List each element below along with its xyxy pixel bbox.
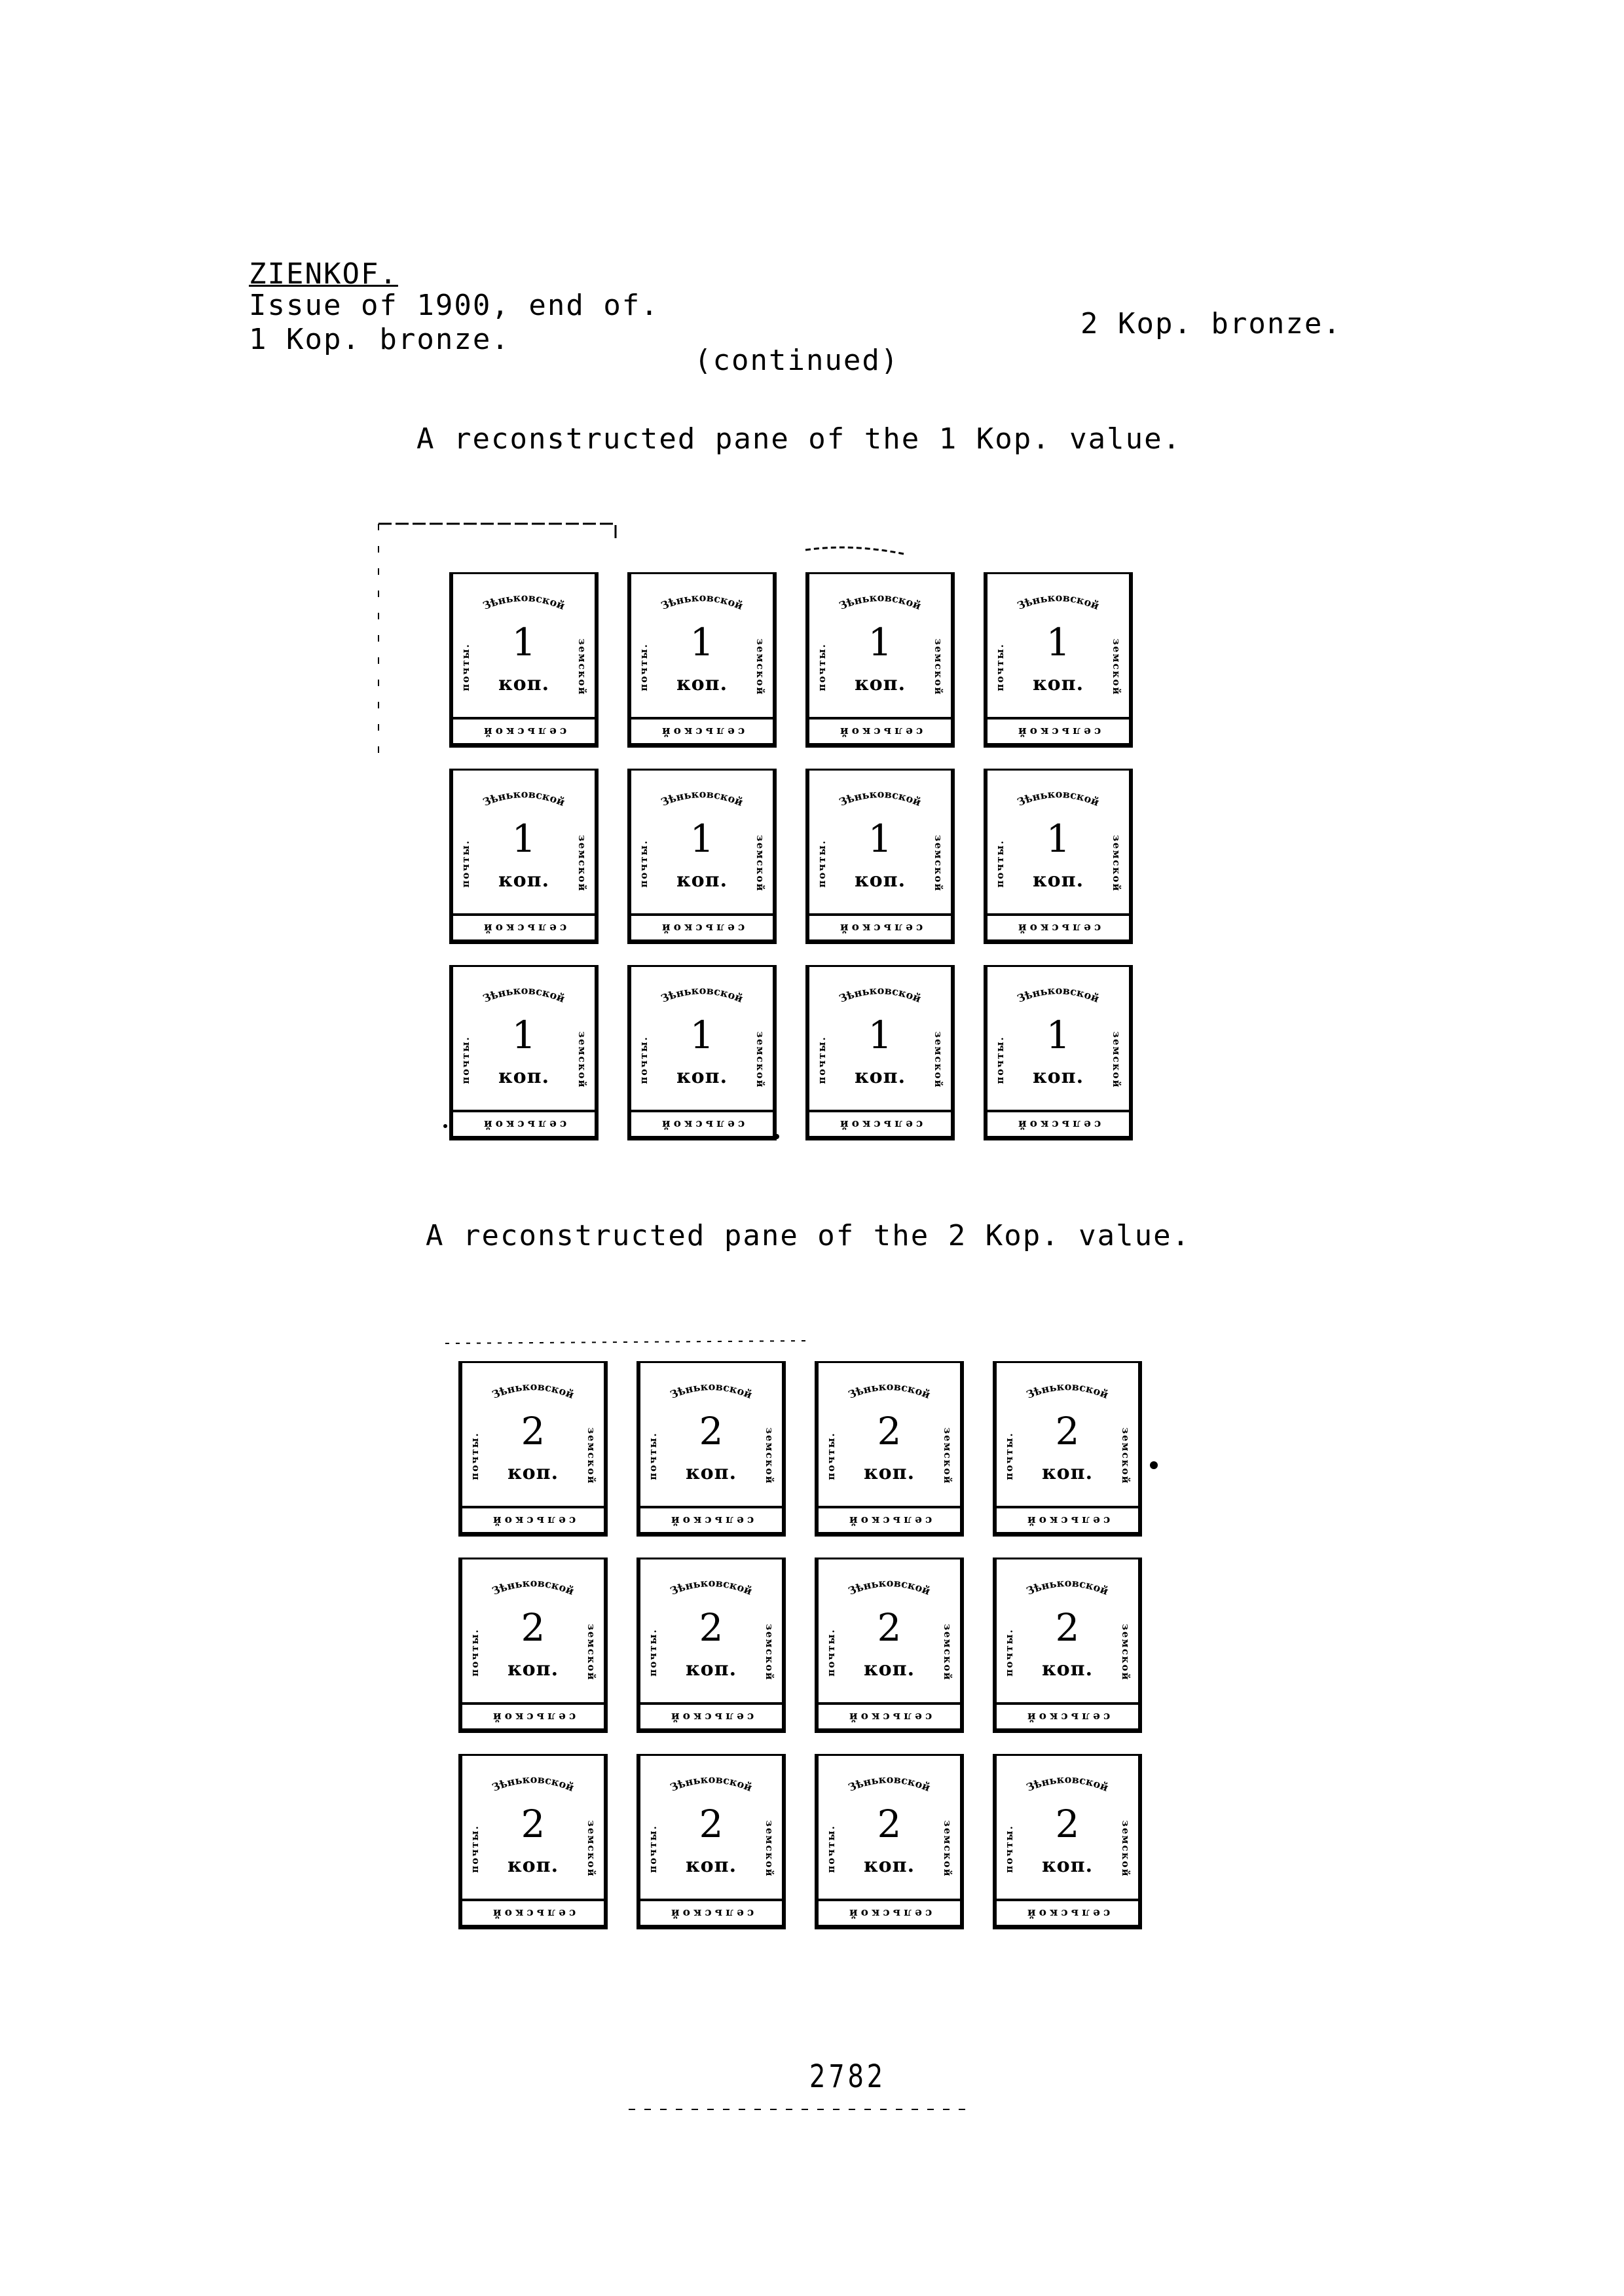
stamp-arc-text [631,780,773,819]
stamp-right-text: земской [1120,1624,1132,1681]
stamp-bottom-text: сельской [453,913,595,942]
stamp-denomination: 1 [1046,620,1071,665]
zemstvo-stamp [627,965,777,1140]
stamp-denomination: 1 [690,1013,714,1057]
stamp-left-text: почты. [816,1036,828,1084]
stamp-left-text: почты. [1003,1825,1015,1873]
stamp-unit: коп. [854,672,906,695]
stamp-unit: коп. [507,1658,559,1681]
stamp-right-text: земской [942,1624,953,1681]
zemstvo-stamp [637,1361,786,1537]
stamp-right-text: земской [764,1427,775,1485]
stamp-right-text: земской [942,1820,953,1878]
stamp-unit: коп. [498,672,550,695]
pane-2-caption: A reconstructed pane of the 2 Kop. value. [426,1219,1191,1252]
stamp-unit: коп. [1032,869,1084,892]
svg-text:Зѣньковской: Зѣньковской [1015,984,1101,1006]
svg-text:Зѣньковской: Зѣньковской [490,1773,576,1795]
stamp-denomination: 1 [868,816,893,861]
stamp-bottom-text: сельской [462,1702,604,1731]
stamp-denomination: 2 [699,1409,724,1453]
stamp-arc-text [987,583,1129,623]
stamp-bottom-text: сельской [631,1110,773,1139]
stamp-left-text: почты. [994,839,1006,888]
stamp-arc-text [640,1569,782,1608]
stamp-bottom-text: сельской [631,913,773,942]
stamp-arc-text [987,976,1129,1015]
stamp-unit: коп. [498,1065,550,1088]
zemstvo-stamp [805,965,955,1140]
svg-text:Зѣньковской: Зѣньковской [490,1380,576,1402]
stamp-denomination: 1 [690,816,714,861]
svg-text:Зѣньковской: Зѣньковской [1015,591,1101,613]
zemstvo-stamp [993,1558,1142,1733]
stamp-denomination: 1 [868,620,893,665]
zemstvo-stamp [993,1754,1142,1929]
zemstvo-stamp [984,769,1133,944]
stamp-arc-text [462,1765,604,1804]
svg-text:Зѣньковской: Зѣньковской [1024,1773,1111,1795]
stamp-right-text: земской [764,1820,775,1878]
stamp-bottom-text: сельской [631,717,773,746]
stamp-bottom-text: сельской [997,1702,1138,1731]
value-1-label: 1 Kop. bronze. [249,323,510,356]
stamp-bottom-text: сельской [819,1506,960,1535]
svg-text:Зѣньковской: Зѣньковской [1015,788,1101,809]
stamp-unit: коп. [685,1461,737,1484]
stamp-left-text: почты. [460,643,471,691]
document-title: ZIENKOF. [249,257,398,291]
stamp-arc-text [997,1765,1138,1804]
stamp-denomination: 2 [521,1802,545,1846]
stamp-right-text: земской [576,1031,588,1089]
stamp-bottom-text: сельской [987,913,1129,942]
stamp-denomination: 2 [877,1605,902,1650]
stamp-right-text: земской [576,638,588,696]
stamp-unit: коп. [1032,672,1084,695]
stamp-arc-text [640,1765,782,1804]
stamp-arc-text [631,583,773,623]
svg-text:Зѣньковской: Зѣньковской [846,1380,932,1402]
stamp-right-text: земской [1120,1427,1132,1485]
stamp-right-text: земской [585,1624,597,1681]
stamp-arc-text [453,583,595,623]
pane-1-caption: A reconstructed pane of the 1 Kop. value. [416,422,1182,456]
stamp-denomination: 1 [511,1013,536,1057]
svg-text:Зѣньковской: Зѣньковской [846,1773,932,1795]
stamp-denomination: 2 [1055,1409,1080,1453]
svg-text:Зѣньковской: Зѣньковской [846,1576,932,1598]
zemstvo-stamp [815,1754,964,1929]
stamp-left-text: почты. [647,1628,659,1677]
svg-text:Зѣньковской: Зѣньковской [837,788,923,809]
zemstvo-stamp [805,572,955,748]
stamp-bottom-text: сельской [453,1110,595,1139]
stamp-left-text: почты. [638,839,650,888]
zemstvo-stamp [637,1558,786,1733]
stamp-left-text: почты. [469,1432,481,1480]
stamp-denomination: 1 [1046,1013,1071,1057]
svg-text:Зѣньковской: Зѣньковской [481,984,567,1006]
zemstvo-stamp [458,1754,608,1929]
stamp-left-text: почты. [825,1825,837,1873]
stamp-denomination: 2 [1055,1605,1080,1650]
stamp-arc-text [453,976,595,1015]
stamp-denomination: 2 [699,1605,724,1650]
stamp-unit: коп. [1041,1658,1094,1681]
stamp-right-text: земской [585,1820,597,1878]
stamp-left-text: почты. [994,1036,1006,1084]
stamp-bottom-text: сельской [997,1506,1138,1535]
stamp-left-text: почты. [816,839,828,888]
stamp-arc-text [809,976,951,1015]
stamp-bottom-text: сельской [819,1702,960,1731]
continued-note: (continued) [694,344,900,377]
stamp-right-text: земской [932,1031,944,1089]
stamp-bottom-text: сельской [997,1899,1138,1927]
stamp-right-text: земской [576,835,588,892]
stamp-bottom-text: сельской [640,1702,782,1731]
stamp-arc-text [809,780,951,819]
stamp-arc-text [819,1372,960,1412]
svg-text:Зѣньковской: Зѣньковской [481,591,567,613]
stamp-arc-text [640,1372,782,1412]
stamp-unit: коп. [863,1461,915,1484]
stamp-unit: коп. [854,1065,906,1088]
zemstvo-stamp [984,965,1133,1140]
stamp-unit: коп. [507,1461,559,1484]
stamp-left-text: почты. [994,643,1006,691]
stamp-bottom-text: сельской [462,1506,604,1535]
stamp-unit: коп. [1041,1461,1094,1484]
svg-text:Зѣньковской: Зѣньковской [659,788,745,809]
stamp-right-text: земской [754,638,766,696]
stamp-unit: коп. [507,1854,559,1877]
stamp-left-text: почты. [825,1628,837,1677]
stamp-arc-text [819,1765,960,1804]
zemstvo-stamp [449,572,599,748]
stamp-left-text: почты. [647,1432,659,1480]
svg-text:Зѣньковской: Зѣньковской [490,1576,576,1598]
svg-text:Зѣньковской: Зѣньковской [1024,1380,1111,1402]
stamp-denomination: 1 [511,620,536,665]
svg-text:Зѣньковской: Зѣньковской [837,591,923,613]
stamp-unit: коп. [676,672,728,695]
stamp-unit: коп. [854,869,906,892]
stamp-bottom-text: сельской [987,717,1129,746]
zemstvo-stamp [805,769,955,944]
stamp-denomination: 1 [1046,816,1071,861]
stamp-unit: коп. [685,1658,737,1681]
zemstvo-stamp [637,1754,786,1929]
stamp-right-text: земской [585,1427,597,1485]
stamp-left-text: почты. [825,1432,837,1480]
zemstvo-stamp [449,965,599,1140]
stamp-denomination: 2 [877,1409,902,1453]
stamp-arc-text [819,1569,960,1608]
stamp-left-text: почты. [460,1036,471,1084]
stamp-pane-2kop [445,1352,1158,1941]
stamp-unit: коп. [863,1854,915,1877]
stamp-bottom-text: сельской [640,1899,782,1927]
stamp-left-text: почты. [638,1036,650,1084]
zemstvo-stamp [984,572,1133,748]
stamp-arc-text [462,1569,604,1608]
stamp-right-text: земской [1111,835,1122,892]
zemstvo-stamp [458,1558,608,1733]
stamp-left-text: почты. [638,643,650,691]
stamp-denomination: 2 [521,1605,545,1650]
svg-text:Зѣньковской: Зѣньковской [659,591,745,613]
stamp-right-text: земской [1111,1031,1122,1089]
stamp-right-text: земской [764,1624,775,1681]
stamp-left-text: почты. [460,839,471,888]
svg-text:Зѣньковской: Зѣньковской [659,984,745,1006]
stamp-unit: коп. [685,1854,737,1877]
stamp-unit: коп. [498,869,550,892]
stamp-denomination: 2 [877,1802,902,1846]
stamp-bottom-text: сельской [462,1899,604,1927]
zemstvo-stamp [993,1361,1142,1537]
stamp-left-text: почты. [469,1628,481,1677]
stamp-left-text: почты. [1003,1628,1015,1677]
zemstvo-stamp [627,769,777,944]
svg-text:Зѣньковской: Зѣньковской [668,1380,754,1402]
stamp-bottom-text: сельской [809,1110,951,1139]
page-number: 2782 [809,2058,886,2095]
stamp-right-text: земской [1120,1820,1132,1878]
stamp-unit: коп. [863,1658,915,1681]
stamp-denomination: 2 [521,1409,545,1453]
stamp-bottom-text: сельской [819,1899,960,1927]
svg-text:Зѣньковской: Зѣньковской [837,984,923,1006]
stamp-denomination: 2 [699,1802,724,1846]
stamp-right-text: земской [754,1031,766,1089]
stamp-unit: коп. [1041,1854,1094,1877]
stamp-left-text: почты. [1003,1432,1015,1480]
stamp-right-text: земской [932,835,944,892]
stamp-bottom-text: сельской [809,717,951,746]
stamp-denomination: 1 [690,620,714,665]
value-2-label: 2 Kop. bronze. [1080,307,1342,340]
stamp-denomination: 1 [511,816,536,861]
stamp-arc-text [462,1372,604,1412]
svg-text:Зѣньковской: Зѣньковской [668,1576,754,1598]
stamp-arc-text [631,976,773,1015]
zemstvo-stamp [627,572,777,748]
stamp-bottom-text: сельской [453,717,595,746]
stamp-unit: коп. [1032,1065,1084,1088]
svg-text:Зѣньковской: Зѣньковской [481,788,567,809]
stamp-bottom-text: сельской [640,1506,782,1535]
svg-text:Зѣньковской: Зѣньковской [1024,1576,1111,1598]
issue-line: Issue of 1900, end of. [249,289,659,322]
zemstvo-stamp [815,1361,964,1537]
stamp-right-text: земской [754,835,766,892]
stamp-left-text: почты. [647,1825,659,1873]
stamp-pane-1kop [436,563,1149,1152]
stamp-right-text: земской [932,638,944,696]
stamp-unit: коп. [676,869,728,892]
stamp-right-text: земской [1111,638,1122,696]
stamp-denomination: 2 [1055,1802,1080,1846]
stamp-arc-text [987,780,1129,819]
stamp-arc-text [809,583,951,623]
stamp-unit: коп. [676,1065,728,1088]
stamp-bottom-text: сельской [987,1110,1129,1139]
stamp-arc-text [453,780,595,819]
zemstvo-stamp [449,769,599,944]
svg-text:Зѣньковской: Зѣньковской [668,1773,754,1795]
stamp-arc-text [997,1569,1138,1608]
stamp-left-text: почты. [816,643,828,691]
stamp-arc-text [997,1372,1138,1412]
stamp-bottom-text: сельской [809,913,951,942]
stamp-right-text: земской [942,1427,953,1485]
stamp-denomination: 1 [868,1013,893,1057]
zemstvo-stamp [815,1558,964,1733]
stamp-left-text: почты. [469,1825,481,1873]
zemstvo-stamp [458,1361,608,1537]
